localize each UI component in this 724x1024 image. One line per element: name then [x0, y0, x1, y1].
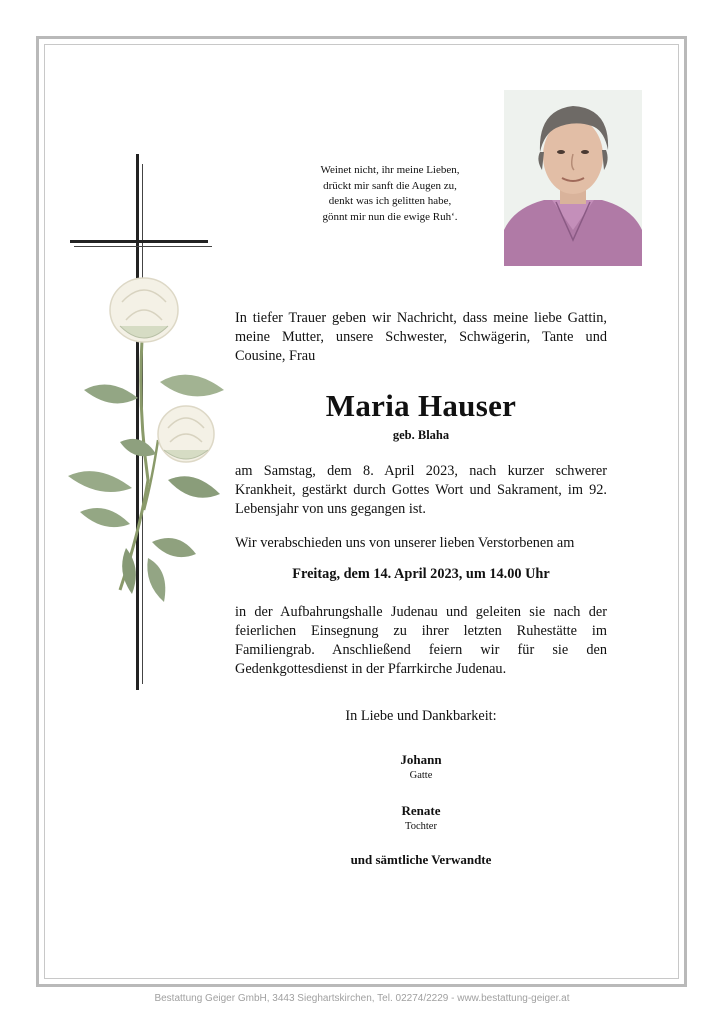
closing-text: In Liebe und Dankbarkeit:: [345, 708, 497, 724]
mourner-role: Gatte: [409, 770, 433, 781]
poem: [290, 163, 490, 225]
relatives-text: und sämtliche Verwandte: [350, 852, 492, 867]
deceased-name: Maria Hauser: [325, 388, 517, 423]
poem-line: denkt was ich gelitten habe,: [328, 195, 452, 207]
footer-text: Bestattung Geiger GmbH, 3443 Sieghartskirchen, Tel. 02274/2229 - www.bestattung-geiger.at: [154, 993, 570, 1004]
mourner-role: Tochter: [405, 821, 437, 832]
mourner-name: Renate: [401, 803, 441, 818]
ceremony-text: in der Aufbahrungshalle Judenau und geleiten sie nach der feierlichen Einsegnung zu ihrer letzten Ruhestätte im Familiengrab. Anschließend feiern wir für sie den Gedenkgottesdienst in der Pfarrkirche Judenau.: [235, 604, 607, 677]
poem-line: Weinet nicht, ihr meine Lieben,: [320, 164, 460, 176]
cross-and-roses: [60, 150, 240, 710]
death-notice: am Samstag, dem 8. April 2023, nach kurzer schwerer Krankheit, gestärkt durch Gottes Wort und Sakrament, im 92. Lebensjahr von uns gegangen ist.: [235, 463, 607, 517]
service-datetime: Freitag, dem 14. April 2023, um 14.00 Uhr: [292, 566, 550, 582]
intro-text: In tiefer Trauer geben wir Nachricht, dass meine liebe Gattin, meine Mutter, unsere Schwester, Schwägerin, Tante und Cousine, Frau: [235, 310, 607, 364]
poem-line: drückt mir sanft die Augen zu,: [323, 179, 457, 192]
maiden-name: geb. Blaha: [392, 428, 450, 442]
portrait-photo: [504, 90, 642, 266]
rose-image: [68, 278, 224, 602]
mourner-name: Johann: [400, 752, 442, 767]
poem-line: gönnt mir nun die ewige Ruh‘.: [322, 210, 458, 223]
farewell-text: Wir verabschieden uns von unserer lieben Verstorbenen am: [235, 535, 575, 551]
